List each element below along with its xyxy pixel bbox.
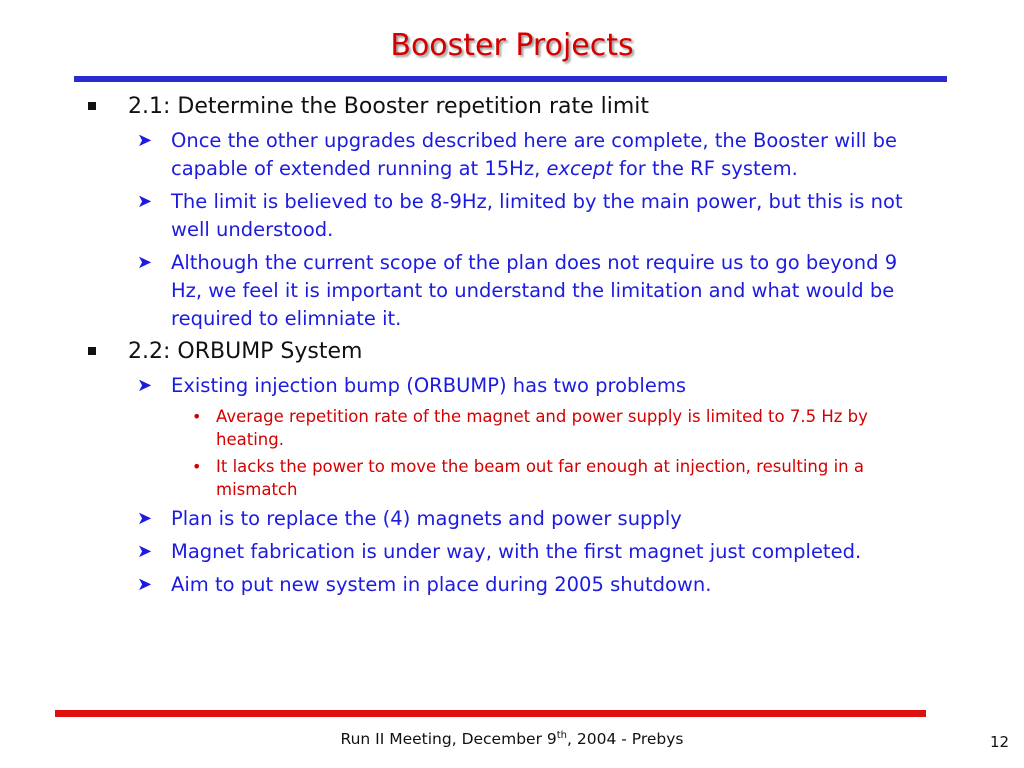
section-heading: 2.1: Determine the Booster repetition rate limit — [128, 94, 650, 119]
sub-bullet-text: for the RF system. — [612, 157, 798, 180]
page-number: 12 — [990, 733, 1010, 751]
bullet-section-2-1 — [0, 93, 1024, 121]
footer-divider — [55, 710, 926, 717]
sub-bullet-text: The limit is believed to be 8-9Hz, limited by the main power, but this is not well understood. — [171, 190, 903, 241]
sub-bullet — [0, 372, 1024, 400]
slide-title: Booster Projects — [390, 28, 634, 63]
sub-bullet-text: Although the current scope of the plan does not require us to go beyond 9 Hz, we feel it is important to understand the limitation and what would be required to elimniate it. — [171, 251, 898, 330]
sub-bullet — [0, 188, 1024, 244]
square-bullet-icon — [88, 102, 96, 110]
arrow-bullet-icon: ➤ — [137, 541, 153, 562]
sub-bullet — [0, 249, 1024, 333]
sub-bullet-text: Plan is to replace the (4) magnets and power supply — [171, 507, 682, 530]
arrow-bullet-icon: ➤ — [137, 252, 153, 273]
title-divider — [74, 76, 947, 82]
sub-bullet — [0, 538, 1024, 566]
sub-sub-bullet-text: Average repetition rate of the magnet and power supply is limited to 7.5 Hz by heating. — [216, 407, 868, 449]
arrow-bullet-icon: ➤ — [137, 375, 153, 396]
section-heading: 2.2: ORBUMP System — [128, 339, 363, 364]
sub-sub-bullet-text: It lacks the power to move the beam out far enough at injection, resulting in a mismatch — [216, 457, 864, 499]
slide-body — [0, 93, 1024, 604]
arrow-bullet-icon: ➤ — [137, 574, 153, 595]
footer-superscript: th — [556, 730, 567, 741]
dot-bullet-icon: • — [192, 457, 202, 476]
sub-bullet-text: Once the other upgrades described here are complete, the Booster will be capable of extended running at 15Hz, — [171, 129, 898, 180]
sub-bullet-text: Magnet fabrication is under way, with the first magnet just completed. — [171, 540, 862, 563]
sub-bullet-text: Aim to put new system in place during 2005 shutdown. — [171, 573, 712, 596]
arrow-bullet-icon: ➤ — [137, 191, 153, 212]
emphasis-text: except — [546, 157, 613, 180]
sub-sub-bullet — [0, 405, 1024, 451]
sub-bullet-text: Existing injection bump (ORBUMP) has two problems — [171, 374, 686, 397]
footer-text: Run II Meeting, December 9 — [340, 730, 557, 749]
arrow-bullet-icon: ➤ — [137, 508, 153, 529]
sub-bullet — [0, 505, 1024, 533]
slide-footer — [0, 730, 1024, 748]
dot-bullet-icon: • — [192, 407, 202, 426]
bullet-section-2-2 — [0, 338, 1024, 366]
arrow-bullet-icon: ➤ — [137, 130, 153, 151]
sub-bullet — [0, 127, 1024, 183]
square-bullet-icon — [88, 347, 96, 355]
sub-sub-bullet — [0, 455, 1024, 501]
sub-bullet — [0, 571, 1024, 599]
footer-text: , 2004 - Prebys — [567, 730, 684, 749]
